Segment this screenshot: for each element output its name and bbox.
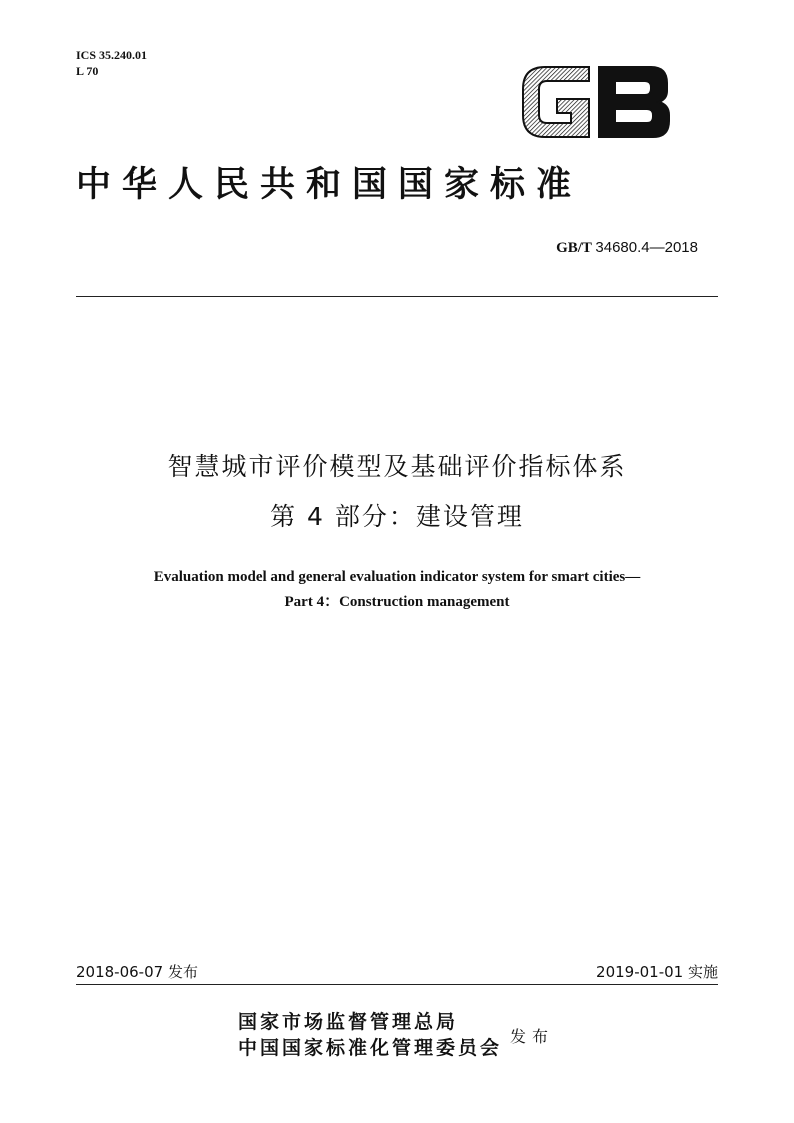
- standard-code: [556, 239, 698, 257]
- header-divider: [76, 296, 718, 297]
- en-title-line2: Part 4：Construction management: [284, 594, 510, 610]
- issuer-line2: 中国国家标准化管理委员会: [238, 1037, 503, 1059]
- issuing-authorities: [238, 1009, 502, 1061]
- standard-code-prefix: GB/T: [556, 240, 592, 256]
- ics-classification: [76, 47, 147, 79]
- en-title-line1: Evaluation model and general evaluation indicator system for smart cities—: [153, 569, 641, 585]
- ccs-code: L 70: [76, 64, 99, 78]
- national-standard-title: 中华人民共和国国家标准: [76, 164, 583, 205]
- cn-title-line2: 第 4 部分：建设管理: [270, 502, 524, 531]
- implementation-date: 2019-01-01 实施: [596, 963, 718, 981]
- issuer-line1: 国家市场监督管理总局: [238, 1011, 459, 1033]
- issue-date: 2018-06-07 发布: [76, 963, 198, 981]
- gb-logo-graphic: [519, 61, 673, 143]
- issue-action: 发布: [510, 1027, 555, 1046]
- standard-code-number: 34680.4—2018: [595, 239, 698, 256]
- cn-title-line1: 智慧城市评价模型及基础评价指标体系: [167, 452, 627, 481]
- footer-divider: [76, 984, 718, 985]
- gb-logo: [519, 61, 673, 143]
- ics-code: ICS 35.240.01: [76, 48, 148, 62]
